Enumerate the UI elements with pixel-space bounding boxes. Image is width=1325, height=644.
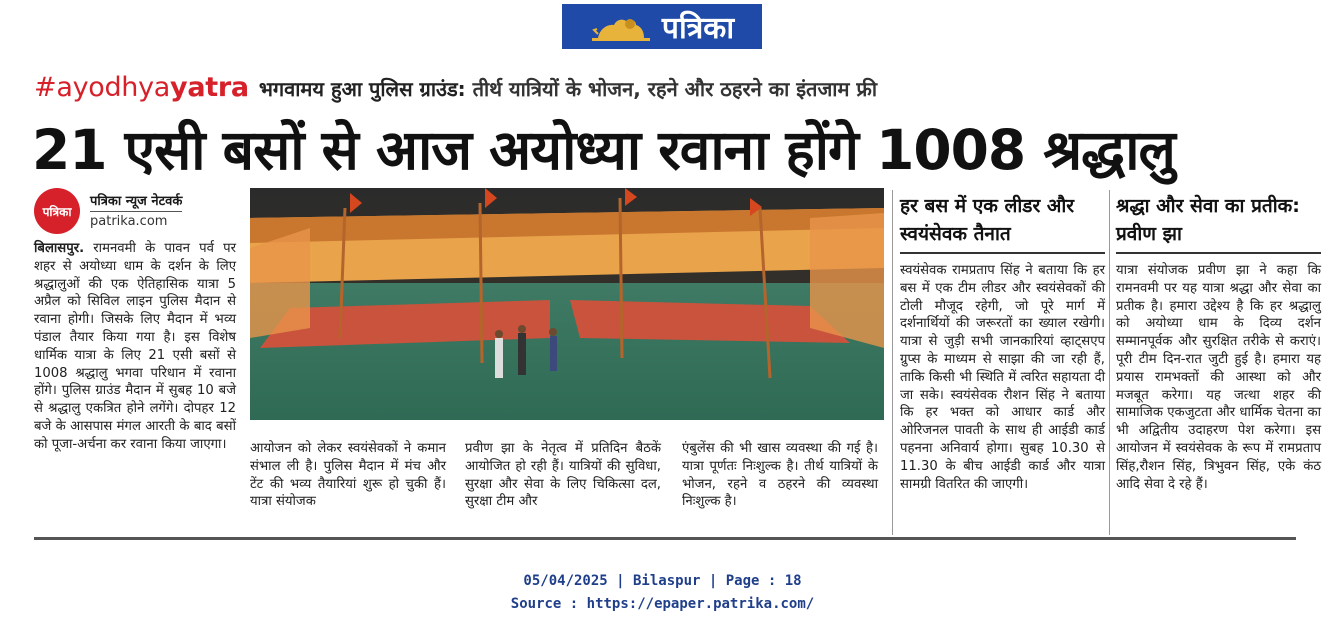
side-heading-2: श्रद्धा और सेवा का प्रतीक: प्रवीण झा	[1116, 195, 1300, 245]
kicker-text	[259, 75, 877, 102]
dateline-city: बिलासपुर.	[34, 241, 85, 256]
logo-text: पत्रिका	[661, 11, 735, 46]
byline-name: पत्रिका न्यूज नेटवर्क	[90, 191, 182, 212]
patrika-logo	[562, 4, 762, 49]
hashtag	[34, 72, 249, 103]
column-divider-1	[892, 190, 893, 535]
side-column-2: यात्रा संयोजक प्रवीण झा ने कहा कि रामनवमी पर यह यात्रा श्रद्धा और सेवा का प्रतीक है। हमारा उद्देश्य है कि हर श्रद्धालु को अयोध्या धाम के दिव्य दर्शन सम्मानपूर्वक और सुरक्षित तरीके से कराएं। पूरी टीम दिन-रात जुटी हुई है। हमारा यह प्रयास रामभक्तों की आस्था को और मजबूत करेगा। यह जत्था शहर की सामाजिक एकजुटता और धार्मिक चेतना का भी अद्वितीय उदाहरण पेश करेगा। इस आयोजन में स्वयंसेवक के रूप में रामप्रताप सिंह,रौशन सिंह, त्रिभुवन सिंह, एके कंठ आदि सेवा दे रहे हैं।	[1116, 263, 1321, 492]
lion-emblem-icon	[590, 10, 652, 44]
body-column-1	[34, 240, 236, 525]
news-photo	[250, 188, 884, 420]
pandal-photo-illustration	[250, 188, 884, 420]
footer-source: Source : https://epaper.patrika.com/	[510, 596, 815, 612]
bottom-rule	[34, 537, 1296, 540]
side-heading-1: हर बस में एक लीडर और स्वयंसेवक तैनात	[900, 195, 1075, 245]
heading-rule-1	[900, 252, 1105, 254]
heading-rule-2	[1116, 252, 1321, 254]
body-column-1-text: रामनवमी के पावन पर्व पर शहर से अयोध्या धाम के दर्शन के लिए श्रद्धालुओं की एक ऐतिहासिक यात्रा 5 अप्रैल को सिविल लाइन पुलिस मैदान से रवाना होगी। जिसके लिए मैदान में भव्य पंडाल तैयार किया गया है। इस विशेष धार्मिक यात्रा के लिए 21 एसी बसों से 1008 श्रद्धालु भगवा परिधान में रवाना होंगे। पुलिस ग्राउंड मैदान में सुबह 10 बजे से श्रद्धालु एकत्रित होने लगेंगे। दोपहर 12 बजे के आसपास मंगल आरती के बाद बसों को पूजा-अर्चना कर रवाना किया जाएगा।	[34, 241, 236, 452]
headline: 21 एसी बसों से आज अयोध्या रवाना होंगे 1008 श्रद्धालु	[32, 118, 1175, 182]
byline-site: patrika.com	[90, 214, 168, 229]
kicker-line	[34, 72, 1314, 106]
hashtag-bold: yatra	[170, 72, 249, 103]
byline	[34, 188, 239, 234]
hashtag-plain: #ayodhya	[34, 72, 171, 103]
column-divider-2	[1109, 190, 1110, 535]
footer-date-page: 05/04/2025 | Bilaspur | Page : 18	[523, 573, 802, 589]
side-column-1: स्वयंसेवक रामप्रताप सिंह ने बताया कि हर बस में एक टीम लीडर और स्वयंसेवकों की टोली मौजूद रहेगी, जो पूरे मार्ग में दर्शनार्थियों की जरूरतों का ख्याल रखेगी। यात्रा से जुड़ी सभी जानकारियां व्हाट्सएप ग्रुप्स के माध्यम से साझा की जा रही हैं, ताकि किसी भी स्थिति में त्वरित सहायता दी जा सके। स्वयंसेवक रौशन सिंह ने बताया कि हर भक्त को आधार कार्ड और ओरिजनल पावती के साथ ही आईडी कार्ड पहनना अनिवार्य होगा। सुबह 10.30 से 11.30 के बीच आईडी कार्ड और यात्रा सामग्री वितरित की जाएगी।	[900, 263, 1105, 492]
body-column-4: एंबुलेंस की भी खास व्यवस्था की गई है। यात्रा पूर्णतः निःशुल्क है। तीर्थ यात्रियों के भोजन, रहने व ठहरने की व्यवस्था निःशुल्क है।	[682, 441, 878, 510]
kicker-rest: तीर्थ यात्रियों के भोजन, रहने और ठहरने का इंतजाम फ्री	[472, 77, 877, 101]
body-column-2: आयोजन को लेकर स्वयंसेवकों ने कमान संभाल ली है। पुलिस मैदान में मंच और टेंट की भव्य तैयारियां शुरू हो चुकी हैं। यात्रा संयोजक	[250, 441, 446, 510]
body-column-3: प्रवीण झा के नेतृत्व में प्रतिदिन बैठकें आयोजित हो रही हैं। यात्रियों की सुविधा, सुरक्षा और सेवा के लिए चिकित्सा दल, सुरक्षा टीम और	[465, 441, 661, 510]
byline-badge: पत्रिका	[34, 188, 80, 234]
kicker-bold: भगवामय हुआ पुलिस ग्राउंड:	[258, 77, 466, 101]
